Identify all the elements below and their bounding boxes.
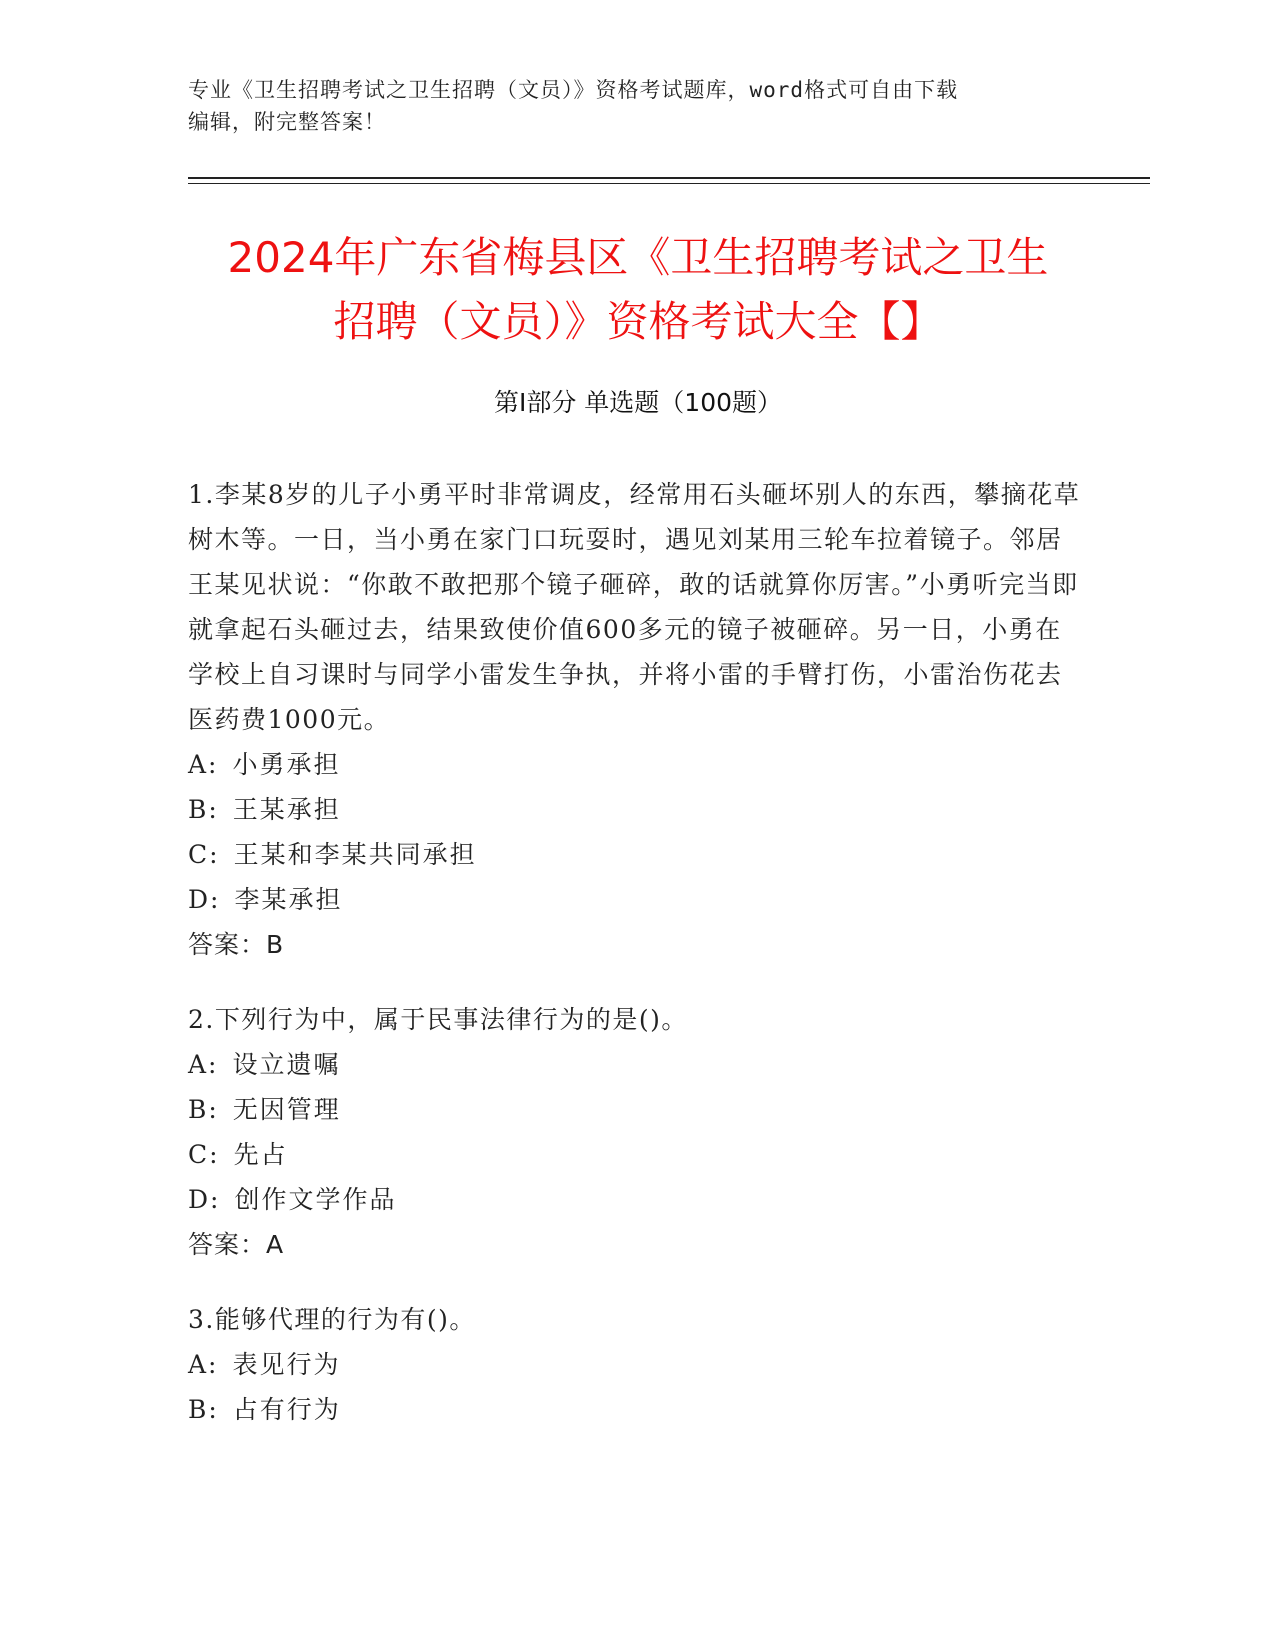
- document-title-line-2: 招聘（文员）》资格考试大全【】: [333, 297, 943, 346]
- question-1: [188, 472, 1088, 967]
- option-text: 李某承担: [234, 885, 343, 914]
- option-d: [188, 1177, 1088, 1222]
- answer-line: 答案：A: [188, 1230, 285, 1259]
- option-text: 王某和李某共同承担: [233, 840, 477, 869]
- option-b: [188, 1387, 1088, 1432]
- option-text: 王某承担: [232, 795, 341, 824]
- header-divider-thin: [188, 183, 1150, 184]
- option-a: [188, 742, 1088, 787]
- question-stem: 2.下列行为中，属于民事法律行为的是()。: [188, 1005, 688, 1034]
- option-key: C:: [188, 840, 220, 869]
- option-text: 占有行为: [232, 1395, 341, 1424]
- option-text: 设立遗嘱: [232, 1050, 341, 1079]
- option-key: B:: [188, 1395, 219, 1424]
- question-3: [188, 1297, 1088, 1432]
- option-a: [188, 1042, 1088, 1087]
- question-2: [188, 997, 1088, 1267]
- answer-line: 答案：B: [188, 930, 285, 959]
- option-text: 无因管理: [232, 1095, 341, 1124]
- question-stem: 3.能够代理的行为有()。: [188, 1305, 476, 1334]
- option-key: B:: [188, 795, 219, 824]
- document-title-line-1: 2024年广东省梅县区《卫生招聘考试之卫生: [227, 233, 1049, 282]
- option-b: [188, 787, 1088, 832]
- header-divider-thick: [188, 177, 1150, 179]
- option-key: C:: [188, 1140, 220, 1169]
- option-key: D:: [188, 1185, 221, 1214]
- question-list: [188, 472, 1088, 1462]
- option-text: 先占: [233, 1140, 288, 1169]
- document-title: [188, 226, 1088, 354]
- option-key: A:: [188, 750, 219, 779]
- option-d: [188, 877, 1088, 922]
- header-note: [188, 74, 1088, 138]
- option-a: [188, 1342, 1088, 1387]
- option-key: D:: [188, 885, 221, 914]
- option-key: A:: [188, 1350, 219, 1379]
- option-key: A:: [188, 1050, 219, 1079]
- option-c: [188, 1132, 1088, 1177]
- option-text: 表见行为: [232, 1350, 341, 1379]
- header-note-line-2: 编辑，附完整答案！: [188, 110, 386, 134]
- option-key: B:: [188, 1095, 219, 1124]
- header-note-line-1: 专业《卫生招聘考试之卫生招聘（文员）》资格考试题库，word格式可自由下载: [188, 78, 959, 102]
- option-text: 创作文学作品: [234, 1185, 397, 1214]
- option-text: 小勇承担: [232, 750, 341, 779]
- option-c: [188, 832, 1088, 877]
- option-b: [188, 1087, 1088, 1132]
- question-stem: 1.李某8岁的儿子小勇平时非常调皮，经常用石头砸坏别人的东西，攀摘花草树木等。一日，当小勇在家门口玩耍时，遇见刘某用三轮车拉着镜子。邻居王某见状说：“你敢不敢把那个镜子砸碎，敢的话就算你厉害。”小勇听完当即就拿起石头砸过去，结果致使价值600多元的镜子被砸碎。另一日，小勇在学校上自习课时与同学小雷发生争执，并将小雷的手臂打伤，小雷治伤花去医药费1000元。: [188, 480, 1081, 734]
- section-heading: 第Ⅰ部分 单选题（100题）: [493, 388, 783, 417]
